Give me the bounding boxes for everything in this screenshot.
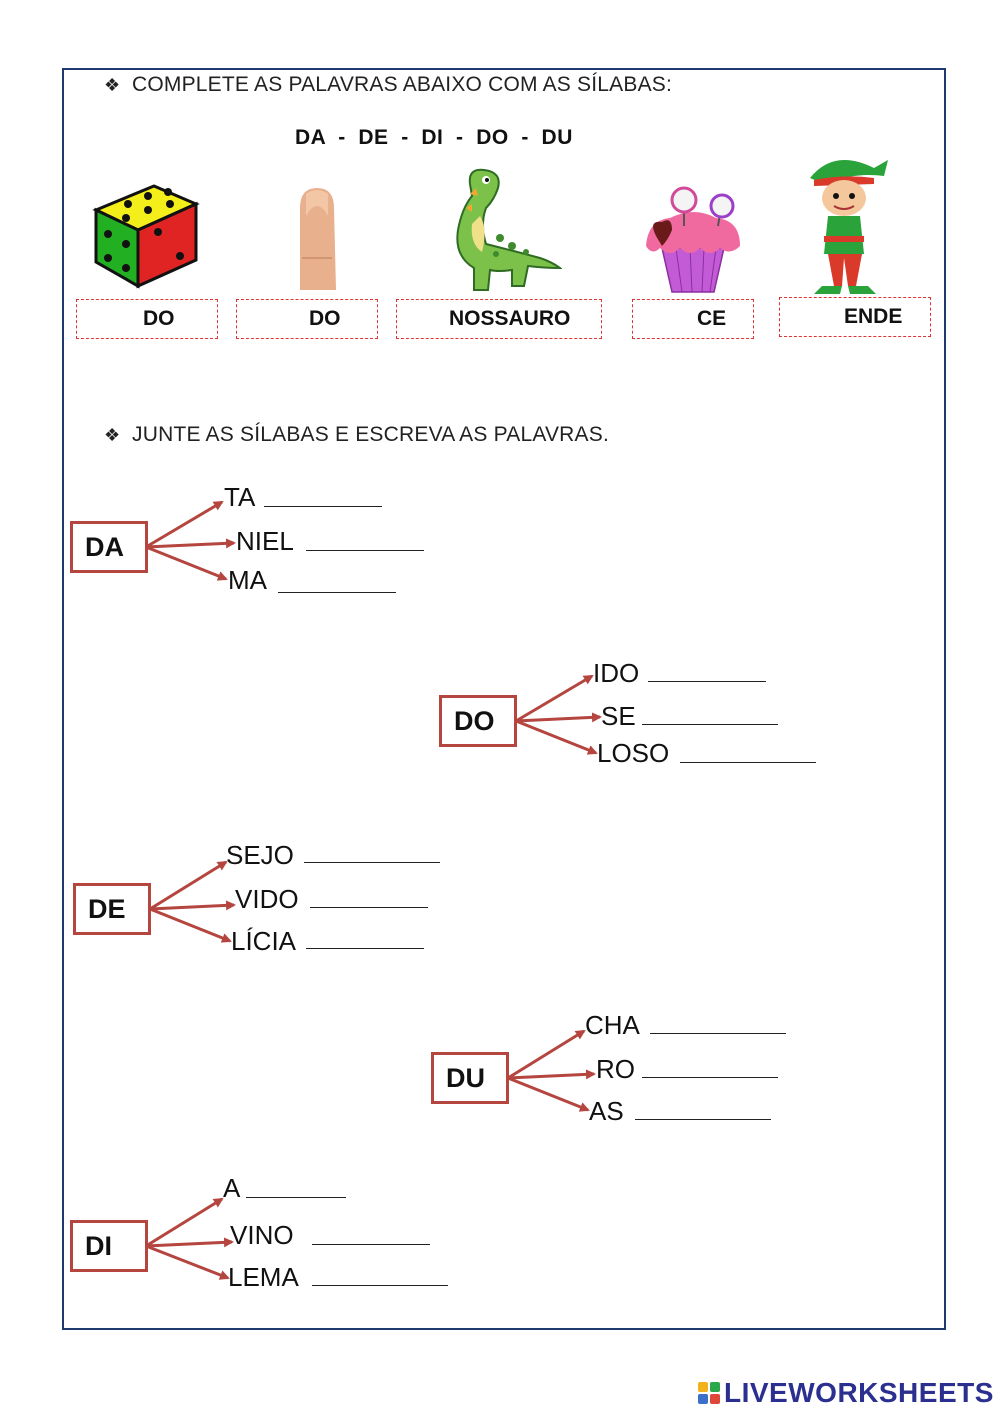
answer-line[interactable] xyxy=(642,724,778,725)
word-part: AS xyxy=(589,1096,624,1126)
dice-icon xyxy=(92,182,200,290)
answer-box-dinosaur[interactable]: NOSSAURO xyxy=(396,299,602,339)
answer-line[interactable] xyxy=(650,1033,786,1034)
syllable-box-di: DI xyxy=(70,1220,148,1272)
answer-line[interactable] xyxy=(306,550,424,551)
word-part: VINO xyxy=(230,1220,294,1250)
answer-box-finger[interactable]: DO xyxy=(236,299,378,339)
bullet-icon: ❖ xyxy=(104,425,121,445)
answer-box-dice[interactable]: DO xyxy=(76,299,218,339)
instruction-complete: ❖ COMPLETE AS PALAVRAS ABAIXO COM AS SÍLABAS: xyxy=(104,73,673,96)
word-part: RO xyxy=(596,1054,635,1084)
answer-line[interactable] xyxy=(635,1119,771,1120)
answer-line[interactable] xyxy=(312,1244,430,1245)
word-part: SE xyxy=(601,701,636,731)
syllable-box-do: DO xyxy=(439,695,517,747)
answer-line[interactable] xyxy=(306,948,424,949)
cupcake-icon xyxy=(640,186,746,296)
syllable-box-de: DE xyxy=(73,883,151,935)
word-part: IDO xyxy=(593,658,640,688)
answer-line[interactable] xyxy=(648,681,766,682)
answer-line[interactable] xyxy=(278,592,396,593)
word-part: CHA xyxy=(585,1010,640,1040)
word-part: A xyxy=(223,1173,241,1203)
word-part: TA xyxy=(224,482,256,512)
answer-line[interactable] xyxy=(312,1285,448,1286)
logo-grid-icon xyxy=(698,1382,720,1404)
liveworksheets-logo: LIVEWORKSHEETS xyxy=(698,1378,994,1408)
answer-line[interactable] xyxy=(310,907,428,908)
word-part: MA xyxy=(228,565,267,595)
finger-icon xyxy=(292,186,342,292)
answer-box-cupcake[interactable]: CE xyxy=(632,299,754,339)
dinosaur-icon xyxy=(440,164,562,296)
answer-line[interactable] xyxy=(304,862,440,863)
word-part: LOSO xyxy=(597,738,670,768)
word-part: LÍCIA xyxy=(231,926,297,956)
answer-line[interactable] xyxy=(642,1077,778,1078)
syllable-list: DA - DE - DI - DO - DU xyxy=(295,126,573,149)
word-part: VIDO xyxy=(235,884,299,914)
answer-box-elf[interactable]: ENDE xyxy=(779,297,931,337)
answer-line[interactable] xyxy=(680,762,816,763)
instruction-join: ❖ JUNTE AS SÍLABAS E ESCREVA AS PALAVRAS. xyxy=(104,423,609,446)
syllable-box-da: DA xyxy=(70,521,148,573)
elf-icon xyxy=(804,154,890,296)
bullet-icon: ❖ xyxy=(104,75,121,95)
word-part: SEJO xyxy=(226,840,294,870)
answer-line[interactable] xyxy=(246,1197,346,1198)
answer-line[interactable] xyxy=(264,506,382,507)
word-part: LEMA xyxy=(228,1262,299,1292)
word-part: NIEL xyxy=(236,526,294,556)
syllable-box-du: DU xyxy=(431,1052,509,1104)
